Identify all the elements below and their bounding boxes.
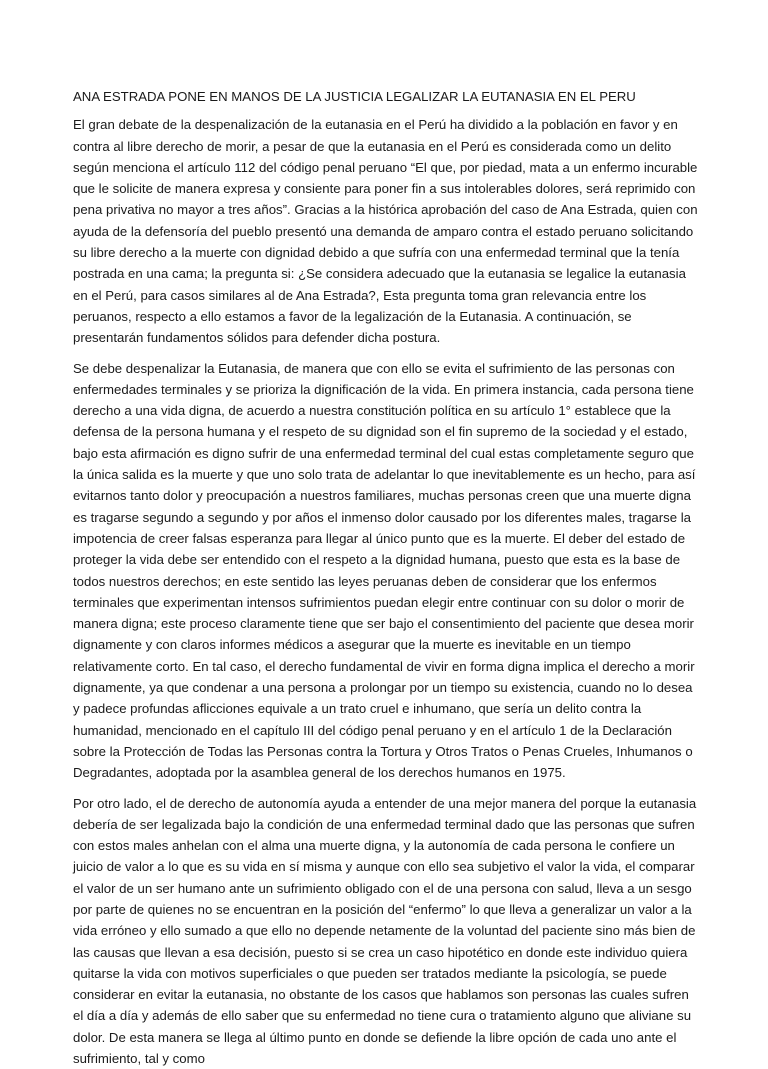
paragraph-dignity-argument: Se debe despenalizar la Eutanasia, de manera que con ello se evita el sufrimiento de las personas con enfermedades terminales y se prioriza la dignificación de la vida. En primera instancia, cada persona tiene derecho a una vida digna, de acuerdo a nuestra constitución política en su artículo 1° establece que la defensa de la persona humana y el respeto de su dignidad son el fin supremo de la sociedad y el estado, bajo esta afirmación es digno sufrir de una enfermedad terminal del cual estas completamente seguro que la única salida es la muerte y que uno solo trata de adelantar lo que inevitablemente es un hecho, para así evitarnos tanto dolor y preocupación a nuestros familiares, muchas personas creen que una muerte digna es tragarse segundo a segundo y por años el inmenso dolor causado por los diferentes males, tragarse la impotencia de creer falsas esperanza para llegar al único punto que es la muerte. El deber del estado de proteger la vida debe ser entendido con el respeto a la dignidad humana, puesto que esta es la base de todos nuestros derechos; en este sentido las leyes peruanas deben de considerar que los enfermos terminales que experimentan intensos sufrimientos puedan elegir entre continuar con su dolor o morir de manera digna; este proceso claramente tiene que ser bajo el consentimiento del paciente que desea morir dignamente y con claros informes médicos a asegurar que la muerte es inevitable en un tiempo relativamente corto. En tal caso, el derecho fundamental de vivir en forma digna implica el derecho a morir dignamente, ya que condenar a una persona a prolongar por un tiempo su existencia, cuando no lo desea y padece profundas aflicciones equivale a un trato cruel e inhumano, que sería un delito contra la humanidad, mencionado en el capítulo III del código penal peruano y en el artículo 1 de la Declaración sobre la Protección de Todas las Personas contra la Tortura y Otros Tratos o Penas Crueles, Inhumanos o Degradantes, adoptada por la asamblea general de los derechos humanos en 1975. <box>73 358 698 784</box>
document-title: ANA ESTRADA PONE EN MANOS DE LA JUSTICIA LEGALIZAR LA EUTANASIA EN EL PERU <box>73 86 698 107</box>
paragraph-intro: El gran debate de la despenalización de la eutanasia en el Perú ha dividido a la población en favor y en contra al libre derecho de morir, a pesar de que la eutanasia en el Perú es considerada como un delito según menciona el artículo 112 del código penal peruano “El que, por piedad, mata a un enfermo incurable que le solicite de manera expresa y consiente para poner fin a sus intolerables dolores, será reprimido con pena privativa no mayor a tres años”. Gracias a la histórica aprobación del caso de Ana Estrada, quien con ayuda de la defensoría del pueblo presentó una demanda de amparo contra el estado peruano solicitando su libre derecho a la muerte con dignidad debido a que sufría con una enfermedad terminal que la tenía postrada en una cama; la pregunta si: ¿Se considera adecuado que la eutanasia se legalice la eutanasia en el Perú, para casos similares al de Ana Estrada?, Esta pregunta toma gran relevancia entre los peruanos, respecto a ello estamos a favor de la legalización de la Eutanasia. A continuación, se presentarán fundamentos sólidos para defender dicha postura. <box>73 114 698 348</box>
paragraph-autonomy-argument: Por otro lado, el de derecho de autonomía ayuda a entender de una mejor manera del porque la eutanasia debería de ser legalizada bajo la condición de una enfermedad terminal dado que las personas que sufren con estos males anhelan con el alma una muerte digna, y la autonomía de cada persona le confiere un juicio de valor a lo que es su vida en sí misma y aunque con ello sea subjetivo el valor la vida, el comparar el valor de un ser humano ante un sufrimiento obligado con el de una persona con salud, lleva a un sesgo por parte de quienes no se encuentran en la posición del “enfermo” lo que lleva a generalizar un valor a la vida erróneo y ello sumado a que ello no depende netamente de la voluntad del paciente sino más bien de las causas que llevan a esa decisión, puesto si se crea un caso hipotético en donde este individuo quiera quitarse la vida con motivos superficiales o que pueden ser tratados mediante la psicología, se puede considerar en evitar la eutanasia, no obstante de los casos que hablamos son personas las cuales sufren el día a día y además de ello saber que su enfermedad no tiene cura o tratamiento alguno que aliviane su dolor. De esta manera se llega al último punto en donde se defiende la libre opción de cada uno ante el sufrimiento, tal y como <box>73 793 698 1069</box>
